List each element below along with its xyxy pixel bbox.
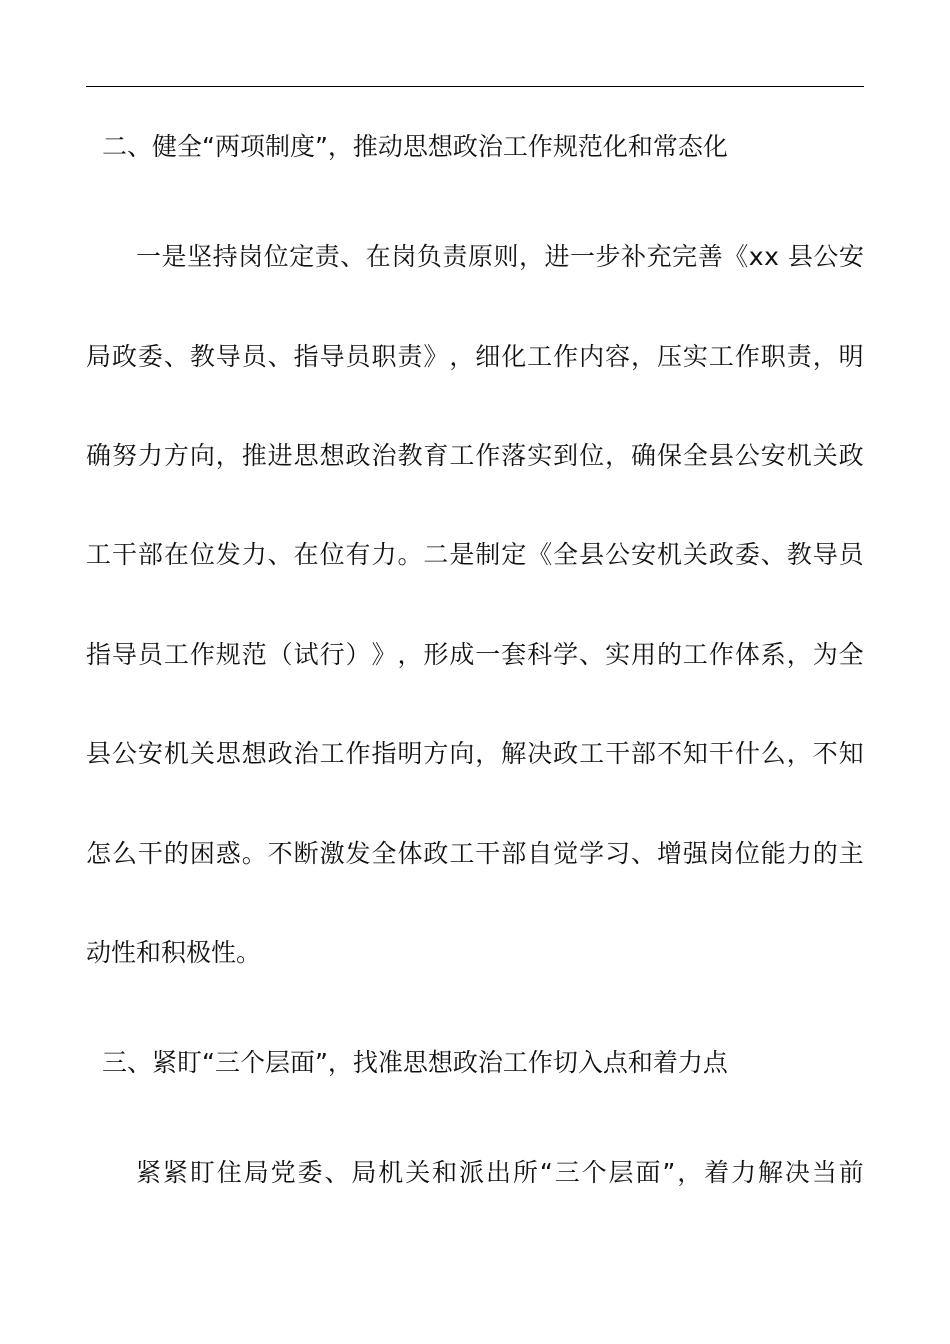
paragraph-1-line-7: 怎 么 干 的 困 惑 。 不 断 激 发 全 体 政 工 干 部 自 觉 学 习 、 增 强 岗 位 能 力 的 主 [86, 839, 864, 868]
paragraph-1-line-1: 一 是 坚 持 岗 位 定 责 、 在 岗 负 责 原 则 ， 进 一 步 补 充 完 善 《 x x 县 公 安 [136, 242, 864, 271]
header-rule [86, 86, 864, 87]
paragraph-1-line-6: 县 公 安 机 关 思 想 政 治 工 作 指 明 方 向 ， 解 决 政 工 干 部 不 知 干 什 么 ， 不 知 [86, 739, 864, 768]
paragraph-1-line-4: 工 干 部 在 位 发 力 、 在 位 有 力 。 二 是 制 定 《 全 县 公 安 机 关 政 委 、 教 导 员 [86, 540, 864, 569]
paragraph-2-line-1: 紧 紧 盯 住 局 党 委 、 局 机 关 和 派 出 所 “ 三 个 层 面 ” ， 着 力 解 决 当 前 [136, 1158, 864, 1187]
paragraph-1-line-5: 指 导 员 工 作 规 范 （ 试 行 ） 》 ， 形 成 一 套 科 学 、 实 用 的 工 作 体 系 ， 为 全 [86, 640, 864, 669]
paragraph-1-line-8: 动性和积极性。 [86, 938, 262, 967]
section-heading-2: 二、健全“两项制度”，推动思想政治工作规范化和常态化 [102, 132, 728, 161]
paragraph-1-line-2: 局 政 委 、 教 导 员 、 指 导 员 职 责 》 ， 细 化 工 作 内 容 ， 压 实 工 作 职 责 ， 明 [86, 342, 864, 371]
paragraph-1-line-3: 确 努 力 方 向 ， 推 进 思 想 政 治 教 育 工 作 落 实 到 位 ， 确 保 全 县 公 安 机 关 政 [86, 441, 864, 470]
section-heading-3: 三、紧盯“三个层面”，找准思想政治工作切入点和着力点 [102, 1048, 728, 1077]
